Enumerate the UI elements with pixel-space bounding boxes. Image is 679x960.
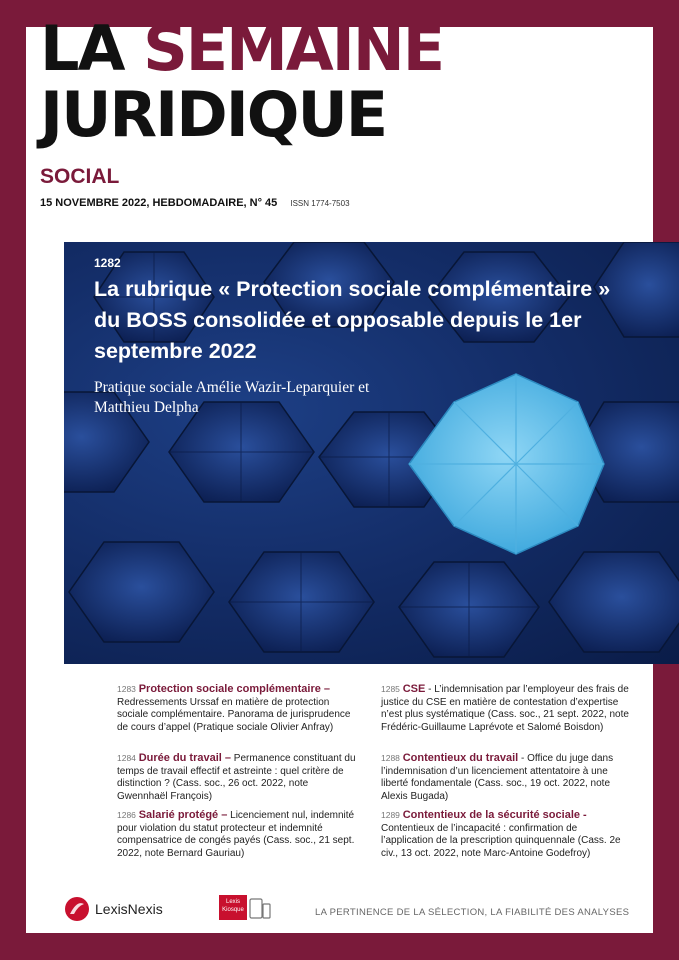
masthead-semaine: SEMAINE (143, 12, 444, 85)
toc-text: - L’indemnisation par l’employeur des frais de justice du CSE en matière de contestation d’expertise n’est plus systématique (Cass. soc., 21 sept. 2022, note Frédéric-Guillaume Laprévote et Salomé Boisdon) (381, 684, 629, 733)
toc-text: Permanence constituant du temps de travail effectif et astreinte : quel critère de distinction ? (Cass. soc., 26 oct. 2022, note Gwennhaël François) (117, 753, 356, 802)
toc-text: Redressements Urssaf en matière de protection sociale complémentaire. Panorama de jurisprudence de cours d’appel (Pratique sociale Olivier Anfray) (117, 696, 351, 733)
toc-number: 1283 (117, 684, 136, 694)
toc-heading: CSE (402, 683, 426, 695)
masthead-line-1 (40, 12, 444, 85)
lexis-kiosque-badge (219, 895, 247, 920)
tagline: LA PERTINENCE DE LA SÉLECTION, LA FIABILITÉ DES ANALYSES (315, 907, 630, 918)
masthead-line-2: JURIDIQUE (40, 78, 387, 151)
toc-heading: Salarié protégé – (138, 809, 228, 821)
section-label: SOCIAL (40, 165, 120, 188)
cover-article-number: 1282 (94, 256, 121, 270)
lexisnexis-logo (64, 896, 163, 922)
toc-item (381, 752, 629, 803)
issue-date: 15 NOVEMBRE 2022, HEBDOMADAIRE, N° 45 (40, 197, 278, 209)
toc-item (117, 809, 357, 860)
toc-heading: Protection sociale complémentaire – (138, 683, 331, 695)
toc-heading: Contentieux du travail (402, 752, 519, 764)
cover-article-author: Pratique sociale Amélie Wazir-Leparquier et Matthieu Delpha (94, 379, 370, 416)
toc-number: 1285 (381, 684, 400, 694)
blue-umbrella (409, 374, 604, 554)
toc-item (381, 683, 629, 734)
issue-line (40, 197, 350, 209)
toc-number: 1286 (117, 810, 136, 820)
toc-text: Licenciement nul, indemnité pour violation du statut protecteur et indemnité compensatrice de congés payés (Cass. soc., 21 sept. 2022, note Bernard Gauriau) (117, 810, 355, 859)
toc-text: Contentieux de l’incapacité : confirmation de l’application de la prescription quinquennale (Cass. 2e civ., 13 oct. 2022, note Marc-Antoine Godefroy) (381, 822, 621, 859)
toc-item (381, 809, 629, 860)
toc-item (117, 683, 357, 734)
masthead-la: LA (40, 12, 124, 85)
toc-item (117, 752, 357, 803)
toc-number: 1289 (381, 810, 400, 820)
toc-heading: Contentieux de la sécurité sociale - (402, 809, 587, 821)
kiosque-line-2: Kiosque (222, 907, 244, 913)
toc-number: 1284 (117, 753, 136, 763)
toc-text: - Office du juge dans l’indemnisation d’un licenciement attentatoire à une liberté fondamentale (Cass. soc., 19 oct. 2022, note Alexis Bugada) (381, 753, 614, 802)
issn: ISSN 1774-7503 (290, 199, 350, 208)
toc-heading: Durée du travail – (138, 752, 232, 764)
lexisnexis-emblem-icon (64, 896, 90, 922)
kiosque-line-1: Lexis (225, 899, 240, 905)
devices-icon (249, 896, 271, 920)
toc-number: 1288 (381, 753, 400, 763)
cover-article-title: La rubrique « Protection sociale complémentaire » du BOSS consolidée et opposable depuis le 1er septembre 2022 (94, 277, 611, 363)
brand-name: LexisNexis (95, 901, 163, 917)
